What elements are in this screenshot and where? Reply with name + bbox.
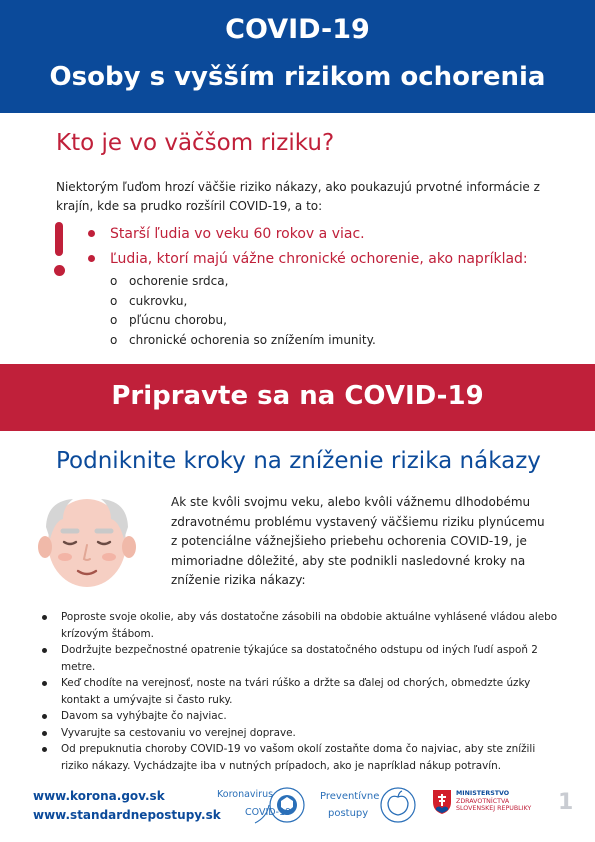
list-item: o chronické ochorenia so znížením imunity. xyxy=(110,332,376,347)
steps-paragraph: Ak ste kvôli svojmu veku, alebo kvôli vážnemu dlhodobému zdravotnému problému vystavený väčšiemu riziku plynúcemu z potenciálne vážnejšieho priebehu ochorenia COVID-19, je mimoriadne dôležité, aby ste podnikli nasledovné kroky na zníženie rizika nákazy: xyxy=(171,495,545,587)
standardnepostupy-link[interactable]: www.standardnepostupy.sk xyxy=(33,808,221,822)
list-item: Davom sa vyhýbajte čo najviac. xyxy=(40,708,560,725)
steps-heading: Podniknite kroky na zníženie rizika nákazy xyxy=(56,448,541,474)
prev-logo-line1: Preventívne xyxy=(320,791,380,802)
page-title: COVID-19 xyxy=(225,14,370,45)
risk-heading: Kto je vo väčšom riziku? xyxy=(56,130,335,156)
risk-intro: Niektorým ľuďom hrozí väčšie riziko nákazy, ako poukazujú prvotné informácie z krajín, kde sa prudko rozšíril COVID-19, a to: xyxy=(56,180,540,213)
elderly-face-icon xyxy=(33,487,141,595)
list-item: Poproste svoje okolie, aby vás dostatočne zásobili na obdobie aktuálne vyhlásené vládou alebo krízovým štábom. xyxy=(40,609,560,642)
list-item: Ľudia, ktorí majú vážne chronické ochorenie, ako napríklad: xyxy=(86,247,528,272)
slovak-crest-icon xyxy=(432,789,452,815)
header-banner xyxy=(0,0,595,113)
prepare-banner-title: Pripravte sa na COVID-19 xyxy=(111,381,484,411)
korona-link[interactable]: www.korona.gov.sk xyxy=(33,789,165,803)
korona-logo-line2: COVID-19 xyxy=(245,807,292,818)
list-item: Keď chodíte na verejnosť, noste na tvári rúško a držte sa ďalej od chorých, obmedzte úzky kontakt a umývajte si často ruky. xyxy=(40,675,560,708)
preventive-logo xyxy=(316,781,416,829)
prepare-banner xyxy=(0,364,595,431)
ministry-logo xyxy=(432,789,552,823)
list-item: Starší ľudia vo veku 60 rokov a viac. xyxy=(86,222,528,247)
prev-logo-line2: postupy xyxy=(328,808,369,819)
list-item: Dodržujte bezpečnostné opatrenie týkajúce sa dostatočného odstupu od iných ľudí aspoň 2 metre. xyxy=(40,642,560,675)
footer-links xyxy=(33,787,221,825)
list-item: Od prepuknutia choroby COVID-19 vo vašom okolí zostaňte doma čo najviac, aby ste znížili riziko nákazy. Vychádzajte iba v nutných prípadoch, ako je napríklad nákup potravín. xyxy=(40,741,560,774)
exclamation-icon xyxy=(52,222,66,278)
ministry-line2: ZDRAVOTNÍCTVA xyxy=(456,797,510,805)
koronavirus-logo xyxy=(211,781,307,829)
conditions-list xyxy=(110,272,376,350)
list-item: o cukrovku, xyxy=(110,293,188,308)
steps-list xyxy=(40,609,560,774)
risk-groups-list xyxy=(86,222,528,272)
page-subtitle: Osoby s vyšším rizikom ochorenia xyxy=(49,62,546,92)
ministry-line3: SLOVENSKEJ REPUBLIKY xyxy=(456,805,532,813)
list-item: o pľúcnu chorobu, xyxy=(110,313,227,327)
ministry-line1: MINISTERSTVO xyxy=(456,790,510,797)
korona-logo-line1: Koronavirus xyxy=(217,789,274,800)
list-item: Vyvarujte sa cestovaniu vo verejnej doprave. xyxy=(40,725,560,742)
list-item: o ochorenie srdca, xyxy=(110,274,229,288)
page-number: 1 xyxy=(558,790,574,815)
